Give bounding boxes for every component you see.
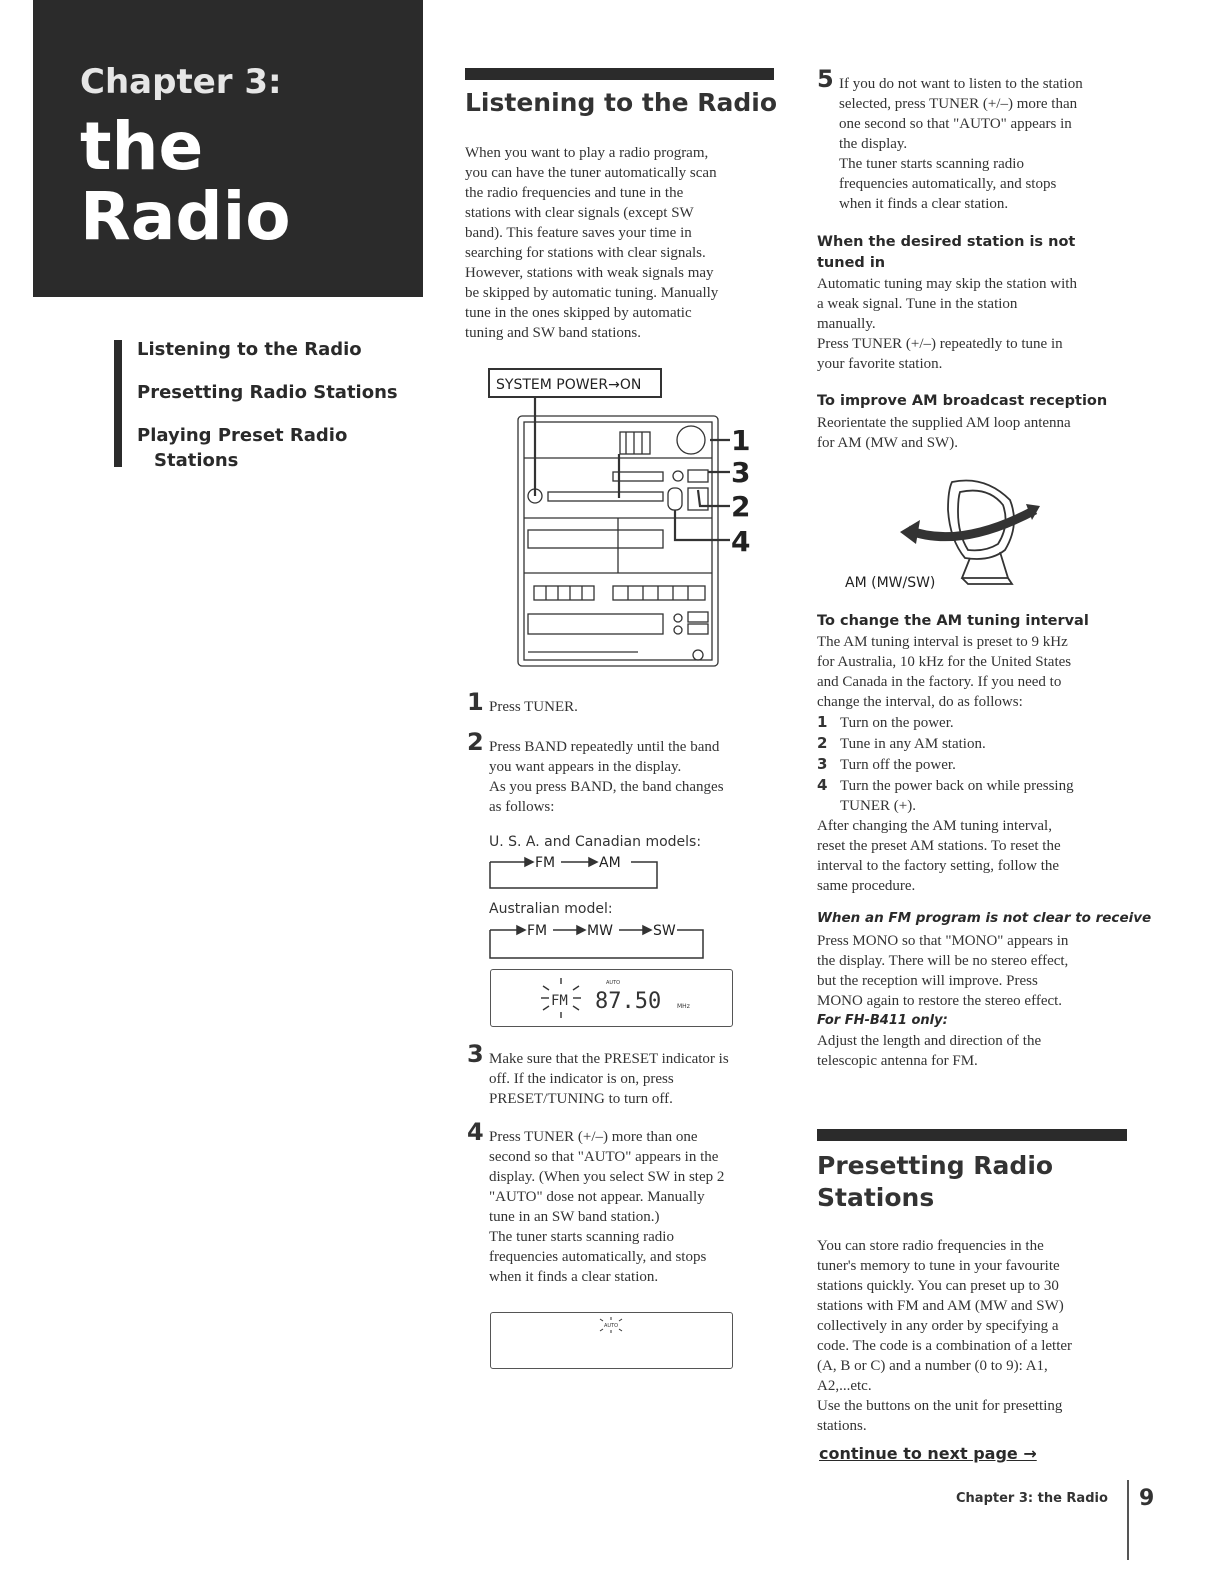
intro-line: (A, B or C) and a number (0 to 9): A1, <box>817 1358 1048 1374</box>
step-1-text: Press TUNER. <box>489 699 578 715</box>
intro-line: be skipped by automatic tuning. Manually <box>465 285 719 301</box>
intro-line: tuner's memory to tune in your favourite <box>817 1258 1060 1274</box>
note-line: Adjust the length and direction of the <box>817 1033 1042 1049</box>
auto-display <box>490 1312 733 1369</box>
note-line: a weak signal. Tune in the station <box>817 296 1018 312</box>
substep-text: Turn on the power. <box>840 715 954 731</box>
step-line: If you do not want to listen to the station <box>839 76 1083 92</box>
intro-line: tuning and SW band stations. <box>465 325 641 341</box>
section-title-presetting <box>817 1150 1053 1214</box>
step-number-3: 3 <box>467 1040 484 1068</box>
note-line: reset the preset AM stations. To reset the <box>817 838 1061 854</box>
note-line: Press TUNER (+/–) repeatedly to tune in <box>817 336 1063 352</box>
note-line: change the interval, do as follows: <box>817 694 1023 710</box>
step-number-2: 2 <box>467 728 484 756</box>
step-line: the display. <box>839 136 908 152</box>
note-line: same procedure. <box>817 878 916 894</box>
step-2-text <box>489 737 774 817</box>
intro-line: collectively in any order by specifying a <box>817 1318 1059 1334</box>
intro-line: stations with FM and AM (MW and SW) <box>817 1298 1064 1314</box>
stereo-unit-figure <box>488 368 753 673</box>
australian-model-label: Australian model: <box>489 901 613 917</box>
chapter-title-line1: the <box>80 108 204 185</box>
step-line: frequencies automatically, and stops <box>489 1249 707 1265</box>
intro-line: stations with clear signals (except SW <box>465 205 694 221</box>
note-line: telescopic antenna for FM. <box>817 1053 978 1069</box>
substep-text: Tune in any AM station. <box>840 736 986 752</box>
step-line: The tuner starts scanning radio <box>489 1229 674 1245</box>
substep-number: 1 <box>817 713 828 731</box>
note-improve-am-text <box>817 413 1127 453</box>
section-title-line: Presetting Radio <box>817 1151 1054 1180</box>
band-am: AM <box>599 855 621 871</box>
step-line: display. (When you select SW in step 2 <box>489 1169 725 1185</box>
intro-line: You can store radio frequencies in the <box>817 1238 1044 1254</box>
continue-link[interactable]: continue to next page → <box>819 1444 1037 1463</box>
band-mw: MW <box>587 923 613 939</box>
step-line: one second so that "AUTO" appears in <box>839 116 1072 132</box>
section-title-line: Stations <box>817 1183 935 1212</box>
note-subhead-fh-b411: For FH-B411 only: <box>817 1013 948 1028</box>
am-loop-antenna-illustration <box>840 470 1050 595</box>
band-cycle-diagram-aus <box>489 920 709 962</box>
step-line: "AUTO" dose not appear. Manually <box>489 1189 705 1205</box>
toc-item-listening[interactable]: Listening to the Radio <box>137 339 362 360</box>
usa-models-label: U. S. A. and Canadian models: <box>489 834 702 850</box>
note-line: for Australia, 10 kHz for the United States <box>817 654 1072 670</box>
page-number: 9 <box>1139 1486 1155 1511</box>
step-line: PRESET/TUNING to turn off. <box>489 1091 673 1107</box>
callout-3: 3 <box>731 456 751 489</box>
note-line: but the reception will improve. Press <box>817 973 1038 989</box>
note-line: and Canada in the factory. If you need to <box>817 674 1062 690</box>
toc-bar <box>114 340 122 467</box>
note-line: The AM tuning interval is preset to 9 kHz <box>817 634 1068 650</box>
chapter-title-line2: Radio <box>80 178 291 255</box>
am-interval-step <box>817 733 1127 754</box>
note-line: MONO again to restore the stereo effect. <box>817 993 1063 1009</box>
substep-number: 3 <box>817 755 828 773</box>
note-head-not-tuned <box>817 232 1075 274</box>
step-number-5: 5 <box>817 65 834 93</box>
auto-indicator: AUTO <box>604 1323 619 1329</box>
intro-line: you can have the tuner automatically scan <box>465 165 717 181</box>
intro-line: Use the buttons on the unit for presetting <box>817 1398 1063 1414</box>
band-fm: FM <box>527 923 548 939</box>
band-indicator: FM <box>551 993 568 1009</box>
step-line: frequencies automatically, and stops <box>839 176 1057 192</box>
step-line: Press BAND repeatedly until the band <box>489 739 720 755</box>
note-line: your favorite station. <box>817 356 943 372</box>
section-rule <box>465 68 774 80</box>
am-interval-step <box>817 712 1127 733</box>
toc-item-playing-line2: Stations <box>154 450 239 471</box>
note-line: the display. There will be no stereo effect, <box>817 953 1069 969</box>
note-head-am-interval: To change the AM tuning interval <box>817 613 1089 629</box>
step-line: The tuner starts scanning radio <box>839 156 1024 172</box>
toc-item-presetting[interactable]: Presetting Radio Stations <box>137 382 398 403</box>
intro-line: stations quickly. You can preset up to 30 <box>817 1278 1059 1294</box>
toc-item-playing[interactable] <box>137 423 347 473</box>
callout-2: 2 <box>731 490 751 523</box>
intro-line: However, stations with weak signals may <box>465 265 714 281</box>
substep-text: Turn the power back on while pressing <box>840 778 1074 794</box>
note-line: interval to the factory setting, follow the <box>817 858 1060 874</box>
usa-band-cycle <box>489 852 664 892</box>
auto-display-graphic <box>491 1313 732 1368</box>
antenna-caption: AM (MW/SW) <box>845 575 936 591</box>
note-line: for AM (MW and SW). <box>817 435 958 451</box>
substep-number: 2 <box>817 734 828 752</box>
frequency-readout: 87.50 <box>595 989 662 1014</box>
intro-line: band). This feature saves your time in <box>465 225 692 241</box>
substep-number: 4 <box>817 776 828 794</box>
step-number-1: 1 <box>467 688 484 716</box>
am-interval-step <box>817 775 1127 796</box>
callout-4: 4 <box>731 525 751 558</box>
step-number-4: 4 <box>467 1118 484 1146</box>
intro-line: When you want to play a radio program, <box>465 145 709 161</box>
intro-line: the radio frequencies and tune in the <box>465 185 684 201</box>
footer-divider <box>1127 1480 1129 1560</box>
auto-indicator: AUTO <box>606 980 621 986</box>
intro-line: A2,...etc. <box>817 1378 872 1394</box>
tuner-display-graphic <box>491 970 732 1026</box>
step-line: Press TUNER (+/–) more than one <box>489 1129 698 1145</box>
section-title-listening: Listening to the Radio <box>465 88 778 117</box>
band-fm: FM <box>535 855 556 871</box>
step-line: As you press BAND, the band changes <box>489 779 724 795</box>
band-cycle-diagram <box>489 852 664 892</box>
note-line: Automatic tuning may skip the station with <box>817 276 1077 292</box>
chapter-label: Chapter 3: <box>80 62 282 102</box>
aus-band-cycle <box>489 920 709 962</box>
substep-text-cont: TUNER (+). <box>840 798 916 814</box>
system-power-label: SYSTEM POWER→ON <box>496 377 642 393</box>
toc-item-playing-line1: Playing Preset Radio <box>137 425 348 446</box>
step-line: when it finds a clear station. <box>489 1269 659 1285</box>
note-head-line: When the desired station is not <box>817 234 1076 250</box>
note-line: After changing the AM tuning interval, <box>817 818 1052 834</box>
intro-line: stations. <box>817 1418 867 1434</box>
substep-text: Turn off the power. <box>840 757 956 773</box>
step-5-text <box>839 74 1129 214</box>
intro-line: tune in the ones skipped by automatic <box>465 305 692 321</box>
note-line: Reorientate the supplied AM loop antenna <box>817 415 1071 431</box>
step-line: selected, press TUNER (+/–) more than <box>839 96 1078 112</box>
footer-chapter: Chapter 3: the Radio <box>956 1491 1108 1506</box>
chapter-title <box>80 108 380 255</box>
step-line: as follows: <box>489 799 555 815</box>
note-am-interval-text <box>817 632 1127 896</box>
note-line: Press MONO so that "MONO" appears in <box>817 933 1069 949</box>
presetting-intro <box>817 1236 1127 1436</box>
step-line: Make sure that the PRESET indicator is <box>489 1051 729 1067</box>
step-line: second so that "AUTO" appears in the <box>489 1149 719 1165</box>
step-4-text <box>489 1127 774 1287</box>
callout-1: 1 <box>731 424 751 457</box>
note-head-line: tuned in <box>817 255 886 271</box>
stereo-unit-illustration <box>488 368 753 673</box>
section-rule <box>817 1129 1127 1141</box>
note-not-tuned-text <box>817 274 1127 374</box>
note-head-improve-am: To improve AM broadcast reception <box>817 393 1108 409</box>
intro-line: searching for stations with clear signals. <box>465 245 706 261</box>
note-head-fm-not-clear: When an FM program is not clear to receive <box>817 910 1152 926</box>
note-fm-not-clear-text <box>817 931 1127 1071</box>
tuner-display <box>490 969 733 1027</box>
frequency-unit: MHz <box>677 1003 690 1010</box>
step-line: when it finds a clear station. <box>839 196 1009 212</box>
step-3-text <box>489 1049 774 1109</box>
intro-line: code. The code is a combination of a letter <box>817 1338 1073 1354</box>
listening-intro <box>465 143 775 343</box>
note-line: manually. <box>817 316 876 332</box>
step-line: you want appears in the display. <box>489 759 682 775</box>
am-interval-step <box>817 754 1127 775</box>
step-line: tune in an SW band station.) <box>489 1209 660 1225</box>
band-sw: SW <box>653 923 676 939</box>
step-line: off. If the indicator is on, press <box>489 1071 674 1087</box>
am-antenna-figure <box>840 470 1050 595</box>
